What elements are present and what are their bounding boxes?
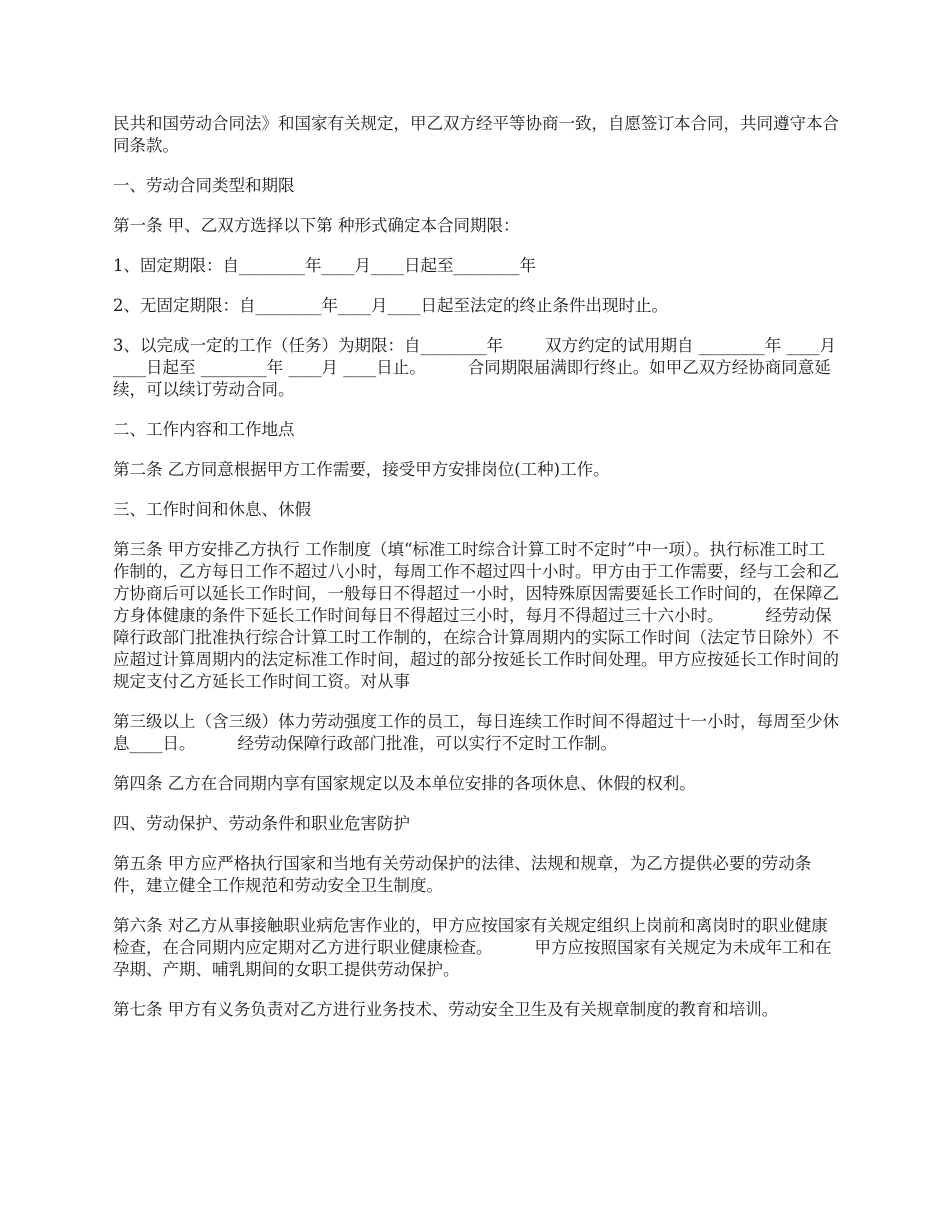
intro-paragraph: 民共和国劳动合同法》和国家有关规定，甲乙双方经平等协商一致，自愿签订本合同，共同遵守本合同条款。: [113, 114, 839, 155]
article-7: 第七条 甲方有义务负责对乙方进行业务技术、劳动安全卫生及有关规章制度的教育和培训。: [113, 1000, 779, 1019]
section-heading-2: 二、工作内容和工作地点: [113, 420, 295, 439]
section-heading-4: 四、劳动保护、劳动条件和职业危害防护: [113, 814, 410, 833]
article-5: 第五条 甲方应严格执行国家和当地有关劳动保护的法律、法规和规章，为乙方提供必要的劳动条件，建立健全工作规范和劳动安全卫生制度。: [113, 854, 812, 895]
article-1-item-1: 1、固定期限：自________年____月____日起至________年: [113, 256, 536, 275]
section-heading-3: 三、工作时间和休息、休假: [113, 500, 311, 519]
article-6: 第六条 对乙方从事接触职业病危害作业的，甲方应按国家有关规定组织上岗前和离岗时的职业健康检查，在合同期内应定期对乙方进行职业健康检查。 甲方应按照国家有关规定为未成年工和在孕期、产期、哺乳期间的女职工提供劳动保护。: [113, 916, 832, 979]
document-page: [113, 113, 841, 1021]
article-2: 第二条 乙方同意根据甲方工作需要，接受甲方安排岗位(工种)工作。: [113, 460, 610, 479]
article-1: 第一条 甲、乙双方选择以下第 种形式确定本合同期限：: [113, 216, 520, 235]
article-1-item-2: 2、无固定期限：自________年____月____日起至法定的终止条件出现时止。: [113, 296, 668, 315]
section-heading-1: 一、劳动合同类型和期限: [113, 176, 295, 195]
article-3-continued: 第三级以上（含三级）体力劳动强度工作的员工，每日连续工作时间不得超过十一小时，每周至少休息____日。 经劳动保障行政部门批准，可以实行不定时工作制。: [113, 712, 839, 753]
article-4: 第四条 乙方在合同期内享有国家规定以及本单位安排的各项休息、休假的权利。: [113, 774, 696, 793]
article-1-item-3: 3、以完成一定的工作（任务）为期限：自________年 双方约定的试用期自 ________年 ____月 ____日起至 ________年 ____月 ____日止。 合同期限届满即行终止。如甲乙双方经协商同意延续，可以续订劳动合同。: [113, 336, 842, 399]
article-3: 第三条 甲方安排乙方执行 工作制度（填“标准工时综合计算工时不定时”中一项）。执行标准工时工作制的，乙方每日工作不超过八小时，每周工作不超过四十小时。甲方由于工作需要，经与工会和乙方协商后可以延长工作时间，一般每日不得超过一小时，因特殊原因需要延长工作时间的，在保障乙方身体健康的条件下延长工作时间每日不得超过三小时，每月不得超过三十六小时。 经劳动保障行政部门批准执行综合计算工时工作制的，在综合计算周期内的实际工作时间（法定节日除外）不应超过计算周期内的法定标准工作时间，超过的部分按延长工作时间处理。甲方应按延长工作时间的规定支付乙方延长工作时间工资。对从事: [113, 540, 839, 691]
